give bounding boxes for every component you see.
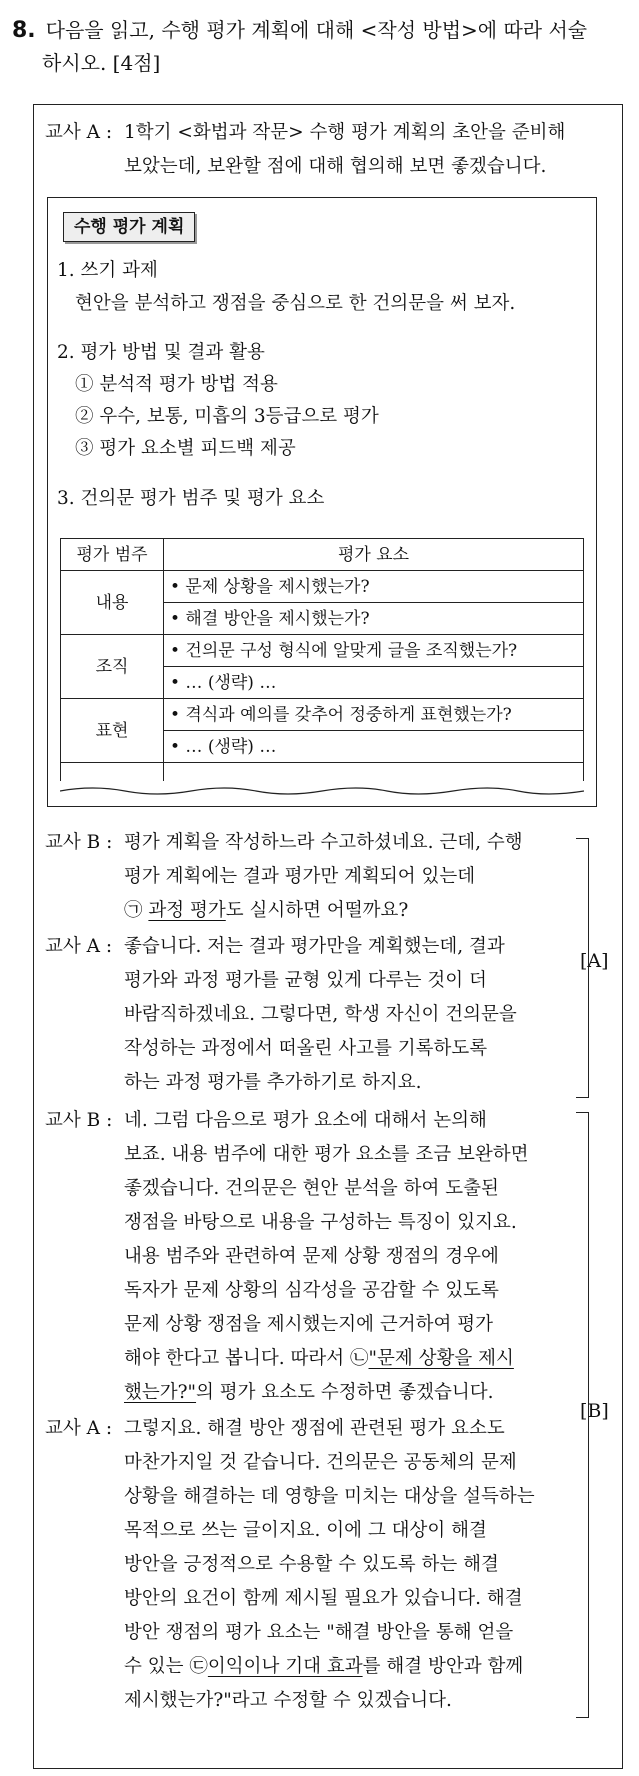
table-header-category: 평가 범주 bbox=[61, 539, 164, 571]
dialogue-line: 작성하는 과정에서 떠올린 사고를 기록하도록 bbox=[124, 1038, 488, 1059]
dialogue-line: 평가와 과정 평가를 균형 있게 다루는 것이 더 bbox=[124, 970, 487, 991]
dialogue-line: 네. 그럼 다음으로 평가 요소에 대해서 논의해 bbox=[124, 1110, 487, 1131]
question-line-1: 다음을 읽고, 수행 평가 계획에 대해 <작성 방법>에 따라 서술 bbox=[45, 18, 588, 42]
speaker-label: 교사 B : bbox=[45, 832, 113, 853]
table-cut-wave bbox=[60, 786, 584, 800]
bracket-a-label: [A] bbox=[580, 950, 609, 972]
table-row bbox=[61, 571, 584, 603]
plan-item-2: ② 우수, 보통, 미흡의 3등급으로 평가 bbox=[75, 406, 379, 427]
plan-item-3: ③ 평가 요소별 피드백 제공 bbox=[75, 438, 296, 459]
dialogue-line: 마찬가지일 것 같습니다. 건의문은 공동체의 문제 bbox=[124, 1452, 517, 1473]
table-item: • 문제 상황을 제시했는가? bbox=[164, 571, 584, 603]
underlined-term-1: 과정 평가 bbox=[148, 900, 226, 921]
dialogue-line: 보죠. 내용 범주에 대한 평가 요소를 조금 보완하면 bbox=[124, 1144, 529, 1165]
speaker-label: 교사 B : bbox=[45, 1110, 113, 1131]
dialogue-line: 문제 상황 쟁점을 제시했는지에 근거하여 평가 bbox=[124, 1314, 493, 1335]
dialogue-line: 쟁점을 바탕으로 내용을 구성하는 특징이 있지요. bbox=[124, 1212, 517, 1233]
intro-line-2: 보았는데, 보완할 점에 대해 협의해 보면 좋겠습니다. bbox=[124, 156, 547, 177]
dialogue-line: 좋겠습니다. 건의문은 현안 분석을 하여 도출된 bbox=[124, 1178, 499, 1199]
dialogue-line: 방안의 요건이 함께 제시될 필요가 있습니다. 해결 bbox=[124, 1588, 523, 1609]
dialogue-line: 평가 계획을 작성하느라 수고하셨네요. 근데, 수행 bbox=[124, 832, 523, 853]
dialogue-line: 상황을 해결하는 데 영향을 미치는 대상을 설득하는 bbox=[124, 1486, 535, 1507]
plan-section-3-head: 3. 건의문 평가 범주 및 평가 요소 bbox=[57, 488, 325, 509]
question-number: 8. bbox=[12, 18, 36, 43]
dialogue-line: 해야 한다고 봅니다. 따라서 ㉡"문제 상황을 제시 bbox=[124, 1348, 514, 1369]
plan-item-1: ① 분석적 평가 방법 적용 bbox=[75, 374, 278, 395]
table-item: • 해결 방안을 제시했는가? bbox=[164, 603, 584, 635]
bracket-b-label: [B] bbox=[580, 1400, 609, 1422]
table-item: • 건의문 구성 형식에 알맞게 글을 조직했는가? bbox=[164, 635, 584, 667]
question-stem bbox=[12, 14, 622, 79]
underlined-term-3: 이익이나 기대 효과 bbox=[207, 1656, 363, 1677]
dialogue-line: 하는 과정 평가를 추가하기로 하지요. bbox=[124, 1072, 422, 1093]
dialogue-line: 목적으로 쓰는 글이지요. 이에 그 대상이 해결 bbox=[124, 1520, 487, 1541]
dialogue-line: ㉠ 과정 평가도 실시하면 어떨까요? bbox=[124, 900, 409, 921]
dialogue-line: 방안 쟁점의 평가 요소는 "해결 방안을 통해 얻을 bbox=[124, 1622, 514, 1643]
table-item: • 격식과 예의를 갖추어 정중하게 표현했는가? bbox=[164, 699, 584, 731]
table-header-item: 평가 요소 bbox=[164, 539, 584, 571]
speaker-label: 교사 A : bbox=[45, 122, 113, 143]
table-item: • … (생략) … bbox=[164, 731, 584, 763]
plan-section-1-body: 현안을 분석하고 쟁점을 중심으로 한 건의문을 써 보자. bbox=[75, 293, 516, 314]
dialogue-line: 내용 범주와 관련하여 문제 상황 쟁점의 경우에 bbox=[124, 1246, 499, 1267]
table-row bbox=[61, 763, 584, 782]
dialogue-line: 바람직하겠네요. 그렇다면, 학생 자신이 건의문을 bbox=[124, 1004, 517, 1025]
dialogue-line: 제시했는가?"라고 수정할 수 있겠습니다. bbox=[124, 1690, 452, 1711]
table-category: 내용 bbox=[61, 571, 164, 635]
intro-line-1: 1학기 <화법과 작문> 수행 평가 계획의 초안을 준비해 bbox=[124, 122, 566, 143]
table-category: 표현 bbox=[61, 699, 164, 763]
table-row bbox=[61, 635, 584, 667]
dialogue-line: 했는가?"의 평가 요소도 수정하면 좋겠습니다. bbox=[124, 1382, 494, 1403]
evaluation-table bbox=[60, 538, 584, 781]
dialogue-line: 수 있는 ㉢이익이나 기대 효과를 해결 방안과 함께 bbox=[124, 1656, 524, 1677]
question-line-2: 하시오. [4점] bbox=[42, 51, 161, 75]
table-item: • … (생략) … bbox=[164, 667, 584, 699]
plan-title: 수행 평가 계획 bbox=[63, 212, 195, 242]
dialogue-line: 방안을 긍정적으로 수용할 수 있도록 하는 해결 bbox=[124, 1554, 499, 1575]
dialogue-line: 그렇지요. 해결 방안 쟁점에 관련된 평가 요소도 bbox=[124, 1418, 505, 1439]
dialogue-line: 독자가 문제 상황의 심각성을 공감할 수 있도록 bbox=[124, 1280, 499, 1301]
table-category: 조직 bbox=[61, 635, 164, 699]
table-row bbox=[61, 699, 584, 731]
speaker-label: 교사 A : bbox=[45, 1418, 113, 1439]
underlined-term-2: "문제 상황을 제시 bbox=[368, 1348, 514, 1369]
plan-section-1-head: 1. 쓰기 과제 bbox=[57, 260, 158, 281]
dialogue-line: 좋습니다. 저는 결과 평가만을 계획했는데, 결과 bbox=[124, 936, 505, 957]
plan-section-2-head: 2. 평가 방법 및 결과 활용 bbox=[57, 342, 265, 363]
dialogue-line: 평가 계획에는 결과 평가만 계획되어 있는데 bbox=[124, 866, 476, 887]
speaker-label: 교사 A : bbox=[45, 936, 113, 957]
underlined-term-2-cont: 했는가?" bbox=[124, 1382, 197, 1403]
